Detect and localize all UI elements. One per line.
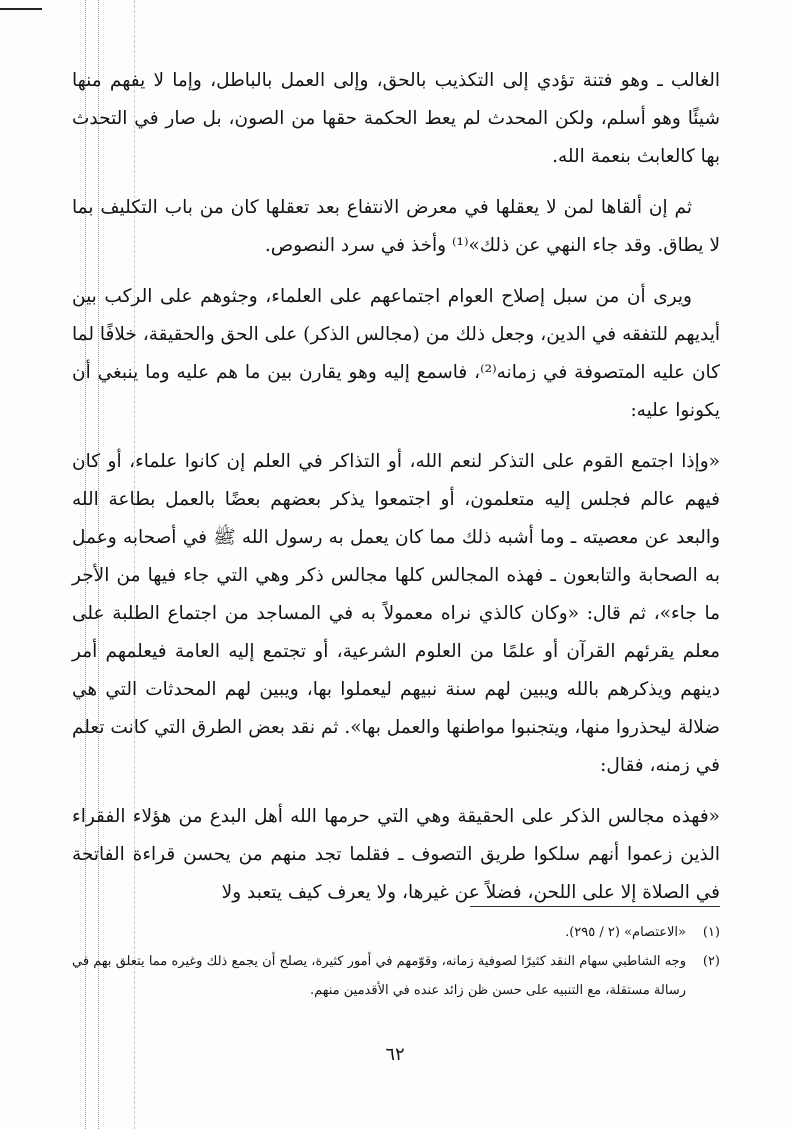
footnote-number: (١) xyxy=(702,925,720,940)
footnote-number: (٢) xyxy=(702,954,720,969)
footnote-2 xyxy=(72,947,720,1005)
footnotes xyxy=(72,918,720,1005)
paragraph: ويرى أن من سبل إصلاح العوام اجتماعهم على العلماء، وجثوهم على الركب بين أيديهم للتفقه في الدين، وجعل ذلك من (مجالس الذكر) على الحق والحقيقة، خلافًا لما كان عليه المتصوفة في زمانه⁽²⁾، فاسمع إليه وهو يقارن بين ما هم عليه وما ينبغي أن يكونوا عليه: xyxy=(72,286,720,421)
footnote-1 xyxy=(72,918,720,947)
paragraph: الغالب ـ وهو فتنة تؤدي إلى التكذيب بالحق، وإلى العمل بالباطل، وإما لا يفهم منها شيئًا وهو أسلم، ولكن المحدث لم يعط الحكمة حقها من الصون، بل صار في التحدث بها كالعابث بنعمة الله. xyxy=(72,70,720,167)
quotation-paragraph: «وإذا اجتمع القوم على التذكر لنعم الله، أو التذاكر في العلم إن كانوا علماء، أو كان فيهم عالم فجلس إليه متعلمون، أو اجتمعوا يذكر بعضهم بعضًا بالعمل بطاعة الله والبعد عن معصيته ـ وما أشبه ذلك مما كان يعمل به رسول الله ﷺ في أصحابه وعمل به الصحابة والتابعون ـ فهذه المجالس كلها مجالس ذكر وهي التي جاء فيها من الأجر ما جاء»، ثم قال: «وكان كالذي نراه معمولاً به في المساجد من اجتماع الطلبة على معلم يقرئهم القرآن أو علمًا من العلوم الشرعية، أو تجتمع إليه العامة فيعلمهم أمر دينهم ويذكرهم بالله ويبين لهم سنة نبيهم ليعملوا بها، ويبين لهم المحدثات التي هي ضلالة ليحذروا منها، ويتجنبوا مواطنها والعمل بها». ثم نقد بعض الطرق التي كانت تعلم في زمنه، فقال: xyxy=(72,451,721,776)
paragraph: ثم إن ألقاها لمن لا يعقلها في معرض الانتفاع بعد تعقلها كان من باب التكليف بما لا يطاق. وقد جاء النهي عن ذلك»⁽¹⁾ وأخذ في سرد النصوص. xyxy=(72,197,720,256)
main-text xyxy=(72,62,720,925)
footnote-separator xyxy=(470,906,720,907)
quotation-paragraph: «فهذه مجالس الذكر على الحقيقة وهي التي حرمها الله أهل البدع من هؤلاء الفقراء الذين زعموا أنهم سلكوا طريق التصوف ـ فقلما تجد منهم من يحسن قراءة الفاتحة في الصلاة إلا على اللحن، فضلاً عن غيرها، ولا يعرف كيف يتعبد ولا xyxy=(72,806,720,903)
page-number: ٦٢ xyxy=(385,1044,405,1065)
footnote-text: وجه الشاطبي سهام النقد كثيرًا لصوفية زمانه، وقوّمهم في أمور كثيرة، يصلح أن يجمع ذلك وغيره مما يتعلق بهم في رسالة مستقلة، مع التنبيه على حسن ظن زائد عنده في الأقدمين منهم. xyxy=(72,954,686,998)
footnote-text: «الاعتصام» (٢ / ٢٩٥). xyxy=(565,925,686,940)
corner-rule xyxy=(0,8,42,10)
